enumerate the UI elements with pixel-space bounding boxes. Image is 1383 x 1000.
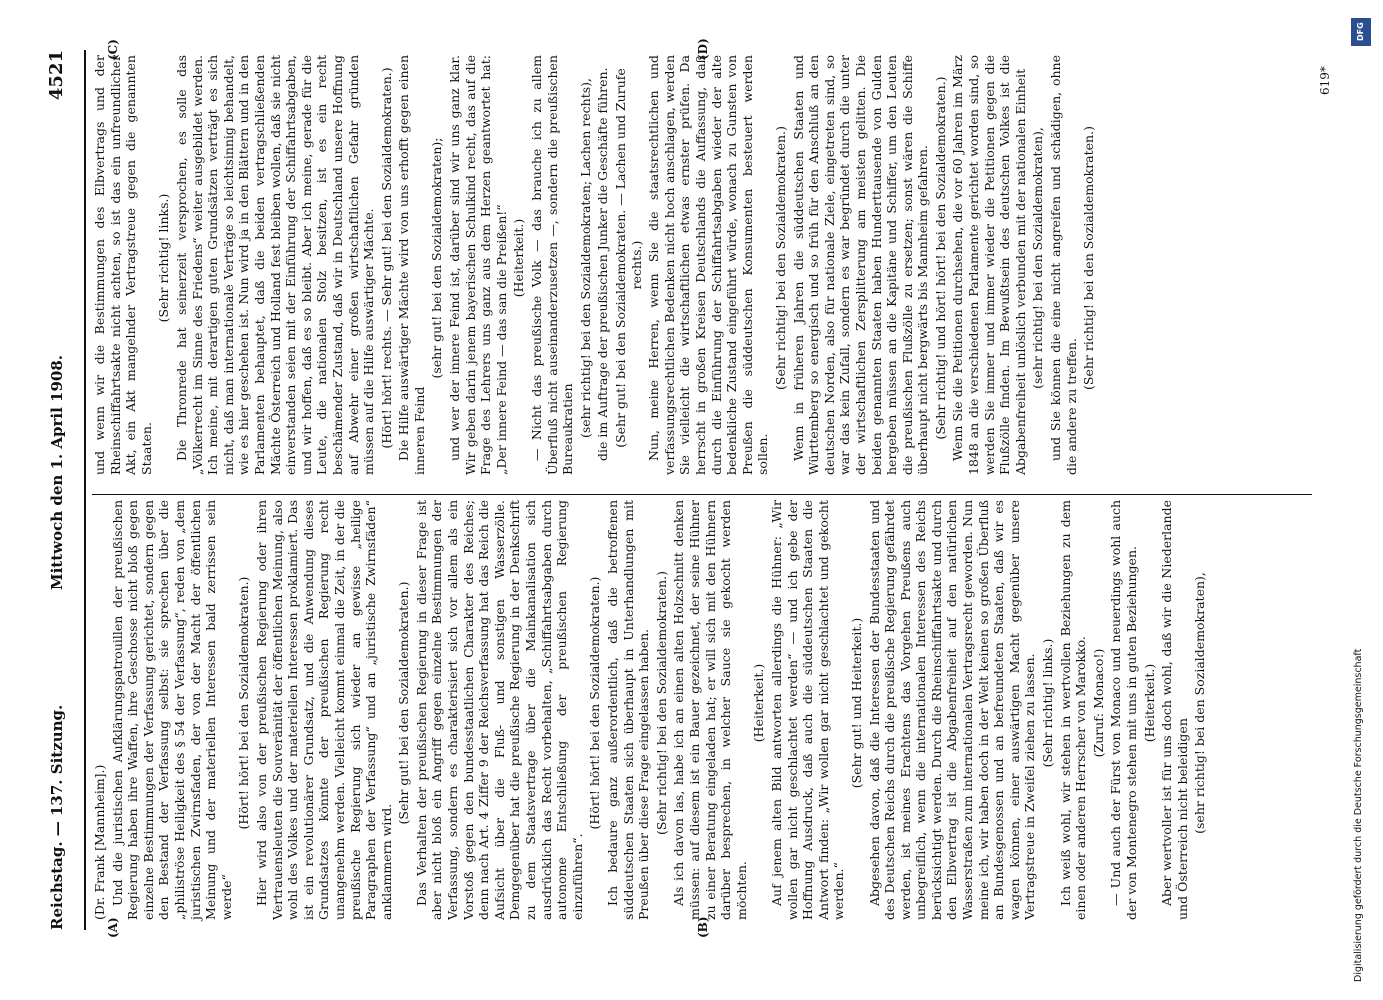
paragraph: — Und auch der Fürst von Monaco und neuerdings wohl auch der von Montenegro stehen mit uns in guten Beziehungen.: [1108, 500, 1139, 920]
interjection: (Sehr richtig! bei den Sozialdemokraten.): [653, 571, 669, 835]
margin-mark-a: (A): [106, 917, 120, 938]
header-date: Mittwoch den 1. April 1908.: [48, 355, 66, 590]
interjection: (Sehr richtig! bei den Sozialdemokraten.): [772, 126, 788, 390]
dfg-logo: DFG: [1351, 18, 1371, 46]
interjection: (Sehr gut! und Heiterkeit.): [848, 617, 864, 789]
interjection: (Sehr richtig! bei den Sozialdemokraten.): [1081, 126, 1097, 390]
paragraph: Als ich davon las, habe ich an einen alten Holzschnitt denken müssen: auf diesem ist ein Bauer gezeichnet, der seine Hühner zu einer Beratung eingeladen hat; er will sich mit den Hühnern darüber besprechen, in welcher Sauce sie gekocht werden möchten.: [671, 500, 749, 920]
margin-mark-d: (D): [696, 38, 710, 60]
interjection: (Hört! hört! bei den Sozialdemokraten.): [236, 576, 252, 830]
paragraph: Abgesehen davon, daß die Interessen der Bundesstaaten und des Deutschen Reichs durch die preußische Regierung gefährdet werden, ist meines Erachtens das Vorgehen Preußens auch unbegreiflich, wenn die internationalen Interessen des Reichs berücksichtigt werden. Durch die Rheinschiffahrtsakte und durch den Elbvertrag ist die Abgabenfreiheit auf den natürlichen Wasserstraßen zum internationalen Vertragsrecht geworden. Nun meine ich, wir haben doch in der Welt keinen so großen Überfluß an Bundesgenossen und an befreundeten Staaten, daß wir es wagen können, einer auswärtigen Macht gegenüber unsere Vertragstreue in Zweifel ziehen zu lassen.: [866, 500, 1038, 920]
paragraph: Ich weiß wohl, wir stehen in wertvollen Beziehungen zu dem einen oder anderen Herrscher von Marokko.: [1057, 500, 1089, 920]
paragraph: Aber wertvoller ist für uns doch wohl, daß wir die Niederlande und Österreich nicht beleidigen: [1159, 500, 1190, 920]
margin-mark-b: (B): [696, 916, 710, 938]
interjection: (Heiterkeit.): [1141, 663, 1157, 743]
interjection: (Sehr gut! bei den Sozialdemokraten. — Lachen und Zurufe rechts.): [613, 68, 644, 448]
interjection: (sehr gut! bei den Sozialdemokraten);: [429, 137, 445, 379]
paragraph: Wenn Sie die Petitionen durchsehen, die vor 60 Jahren im März 1848 an die verschiedenen Parlamente gerichtet worden sind, so werden Sie immer und immer wieder die Petitionen gegen die Flußzölle finden. Im Bewußtsein des deutschen Volkes ist die Abgabenfreiheit unlöslich verbunden mit der nationalen Einheit: [950, 55, 1028, 475]
paragraph: Nun, meine Herren, wenn Sie die staatsrechtlichen und verfassungsrechtlichen Bedenken nicht hoch anschlagen, werden Sie vielleicht die wirtschaftlichen etwas ernster prüfen. Da herrscht in großen Kreisen Deutschlands die Auffassung, daß durch die Einführung der Schiffahrtsabgaben wieder der alte bedenkliche Zustand eingeführt würde, wonach zu Gunsten von Preußen die süddeutschen Konsumenten besteuert werden sollen.: [646, 55, 771, 475]
digitization-sidebar: [1347, 12, 1375, 988]
interjection: (Hört! hört! rechts. — Sehr gut! bei den Sozialdemokraten.): [378, 67, 394, 449]
paragraph: und Sie können die eine nicht angreifen und schädigen, ohne die andere zu treffen.: [1048, 55, 1079, 475]
paragraph: Wenn in früheren Jahren die süddeutschen Staaten und Württemberg so energisch und so früh für den Anschluß an den deutschen Norden, also für nationale Ziele, eingetreten sind, so war das kein Zufall, sondern es war begründet durch die unter der wirtschaftlichen Zersplitterung am meisten gelitten. Die beiden genannten Staaten haben Hunderttausende von Gulden hergeben müssen an die Kapitäne und Schiffer, um den Leuten die preußischen Flußzölle zu ersetzen; sonst wären die Schiffe überhaupt nicht bergwärts bis Mannheim gefahren.: [790, 55, 931, 475]
paragraph: Hier wird also von der preußischen Regierung oder ihren Vertrauensleuten die Souveränität der öffentlichen Meinung, also wohl des Volkes und der materiellen Interessen proklamiert. Das ist ein revolutionärer Grundsatz, und die Anwendung dieses Grundsatzes könnte der preußischen Regierung recht unangenehm werden. Vielleicht kommt einmal die Zeit, in der die preußische Regierung sich wieder an gewisse „heilige Paragraphen der Verfassung“ und an „juristische Zwirnsfäden“ anklammern wird.: [253, 500, 394, 920]
paragraph: Die Hilfe auswärtiger Mächte wird von uns erhofft gegen einen inneren Feind: [396, 55, 427, 475]
left-column: [92, 500, 1210, 920]
interjection: (Sehr richtig! links.): [1040, 638, 1056, 768]
digitization-credit: Digitalisierung gefördert durch die Deutsche Forschungsgemeinschaft: [1353, 648, 1364, 982]
paragraph: Ich bedaure ganz außerordentlich, daß die betroffenen süddeutschen Staaten sich überhaupt in Unterhandlungen mit Preußen über diese Frage eingelassen haben.: [605, 500, 652, 920]
paragraph: und wenn wir die Bestimmungen des Elbvertrags und der Rheinschiffahrtsakte nicht achten, so ist das ein unfreundlicher Akt, ein Akt mangelnder Vertragstreue gegen die genannten Staaten.: [92, 55, 154, 475]
speaker-line: (Dr. Frank [Mannheim].): [92, 764, 107, 920]
interjection: (Heiterkeit.): [751, 663, 767, 743]
interjection: (Sehr gut! bei den Sozialdemokraten.): [396, 581, 412, 825]
right-column: [92, 55, 1099, 475]
interjection: (sehr richtig! bei den Sozialdemokraten; Lachen rechts),: [577, 77, 593, 439]
interjection: (Heiterkeit.): [511, 218, 527, 298]
header-rule: [84, 50, 86, 930]
interjection: (Hört! hört! bei den Sozialdemokraten.): [587, 576, 603, 830]
interjection: (Sehr richtig! und hört! hört! bei den Sozialdemokraten.): [932, 76, 948, 440]
paragraph: Auf jenem alten Bild antworten allerdings die Hühner: „Wir wollen gar nicht geschlachtet werden“ — und ich gebe der Hoffnung Ausdruck, daß auch die süddeutschen Staaten die Antwort finden: „Wir wollen gar nicht geschlachtet und gekocht werden.“: [768, 500, 847, 920]
paragraph: Und die juristischen Aufklärungspatrouillen der preußischen Regierung haben ihre Waffen, ihre Geschosse nicht bloß gegen einzelne Bestimmungen der Verfassung gerichtet, sondern gegen den Bestand der Verfassung selbst: sie sprechen über die „philiströse Heiligkeit des § 54 der Verfassung“, reden von „dem juristischen Zwirnsfaden, der von der Macht der öffentlichen Meinung und der materiellen Interessen bald zerrissen sein werde“: [109, 500, 234, 920]
paragraph: und wer der innere Feind ist, darüber sind wir uns ganz klar. Wir geben darin jenem bayerischen Schulkind recht, das auf die Frage des Lehrers uns ganz aus dem Herzen geantwortet hat: „Der innere Feind — das san die Preißen!“: [447, 55, 509, 475]
paragraph: Das Verhalten der preußischen Regierung in dieser Frage ist aber nicht bloß ein Angriff gegen einzelne Bestimmungen der Verfassung, sondern es charakterisiert sich vor allem als ein Vorstoß gegen den bundesstaatlichen Charakter des Reiches; denn nach Art. 4 Ziffer 9 der Reichsverfassung hat das Reich die Aufsicht über die Fluß- und sonstigen Wasserzölle. Demgegenüber hat die preußische Regierung in der Denkschrift zu dem Staatsvertrage über die Mainkanalisation sich ausdrücklich das Recht vorbehalten, „Schiffahrtsabgaben durch autonome Entschließung der preußischen Regierung einzuführen“.: [413, 500, 585, 920]
page-header: [40, 50, 80, 930]
signature-mark: 619*: [1318, 66, 1332, 95]
margin-mark-c: (C): [106, 39, 120, 60]
paragraph: — Nicht das preußische Volk — das brauche ich zu allem Überfluß nicht auseinanderzusetzen —, sondern die preußischen Bureaukratien: [529, 55, 576, 475]
paragraph: die im Auftrage der preußischen Junker die Geschäfte führen.: [595, 67, 611, 461]
interjection: (sehr richtig! bei den Sozialdemokraten),: [1030, 127, 1046, 389]
header-left: Reichstag. — 137. Sitzung.: [48, 704, 66, 930]
interjection: (sehr richtig! bei den Sozialdemokraten),: [1192, 572, 1208, 834]
interjection: (Sehr richtig! links.): [156, 193, 172, 323]
page-number: 4521: [46, 50, 67, 101]
paragraph: Die Thronrede hat seinerzeit versprochen, es solle das „Völkerrecht im Sinne des Friedens“ weiter ausgebildet werden. Ich meine, mit derartigen guten Grundsätzen verträgt es sich nicht, daß man internationale Verträge so leichtsinnig behandelt, wie es hier geschehen ist. Nun wird ja in den Blättern und in den Parlamenten behauptet, daß die beiden vertragschließenden Mächte Österreich und Holland fest bleiben wollen, daß sie nicht einverstanden seien mit der Einführung der Schiffahrtsabgaben, und wir hoffen, daß es so bleibt. Aber ich meine, gerade für die Leute, die nationalen Stolz besitzen, ist es ein recht beschämender Zustand, daß wir in Deutschland unsere Hoffnung auf Abwehr einer großen wirtschaftlichen Gefahr gründen müssen auf die Hilfe auswärtiger Mächte.: [173, 55, 377, 475]
interjection: (Zuruf: Monaco!): [1090, 648, 1106, 758]
column-divider: [92, 494, 1312, 495]
